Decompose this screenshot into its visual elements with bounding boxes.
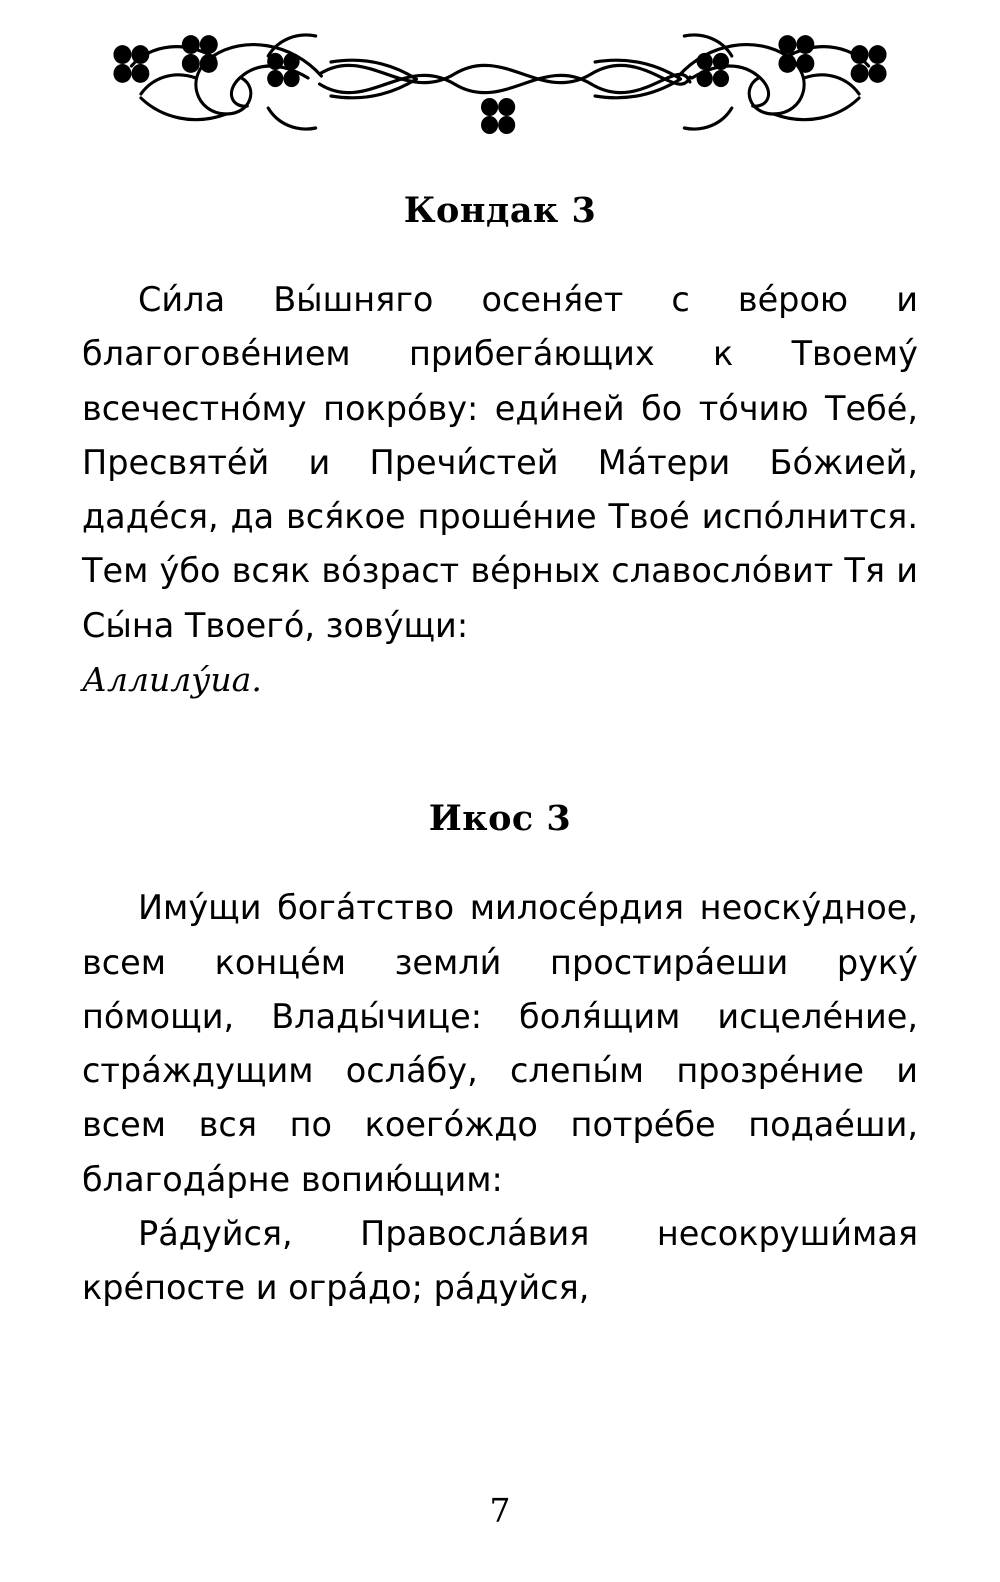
ikos-paragraph <box>82 881 918 1207</box>
kondak-refrain: Аллилу́иа. <box>82 659 262 699</box>
kondak-paragraph-text: Си́ла Вы́шняго осеня́ет с ве́рою и благогове́нием прибега́ющих к Твоему́ всечестно́му покро́ву: еди́ней бо то́чию Тебе́, Пресвяте́й и Пречи́стей Ма́тери Бо́жией, даде́ся, да вся́кое проше́ние Твое́ испо́лнится. Тем у́бо всяк во́зраст ве́рных славосло́вит Тя и Сы́на Твоего́, зову́щи: <box>82 280 918 645</box>
ikos-paragraph-text: Иму́щи бога́тство милосе́рдия неоску́дное, всем конце́м земли́ простира́еши руку́ по́мощи, Влады́чице: боля́щим исцеле́ние, стра́ждущим осла́бу, слепы́м прозре́ние и всем вся по коего́ждо потре́бе подае́ши, благода́рне вопию́щим: <box>82 888 918 1199</box>
page <box>0 22 1000 1582</box>
ikos-refrain-paragraph <box>82 1207 918 1316</box>
kondak-paragraph <box>82 273 918 653</box>
kondak-heading: Кондак 3 <box>403 190 597 231</box>
floral-header-ornament <box>82 22 918 142</box>
ikos-heading: Икос 3 <box>428 798 572 840</box>
page-number: 7 <box>489 1491 511 1530</box>
ikos-refrain-text: Ра́дуйся, Правосла́вия несокруши́мая кре́посте и огра́до; ра́дуйся, <box>82 1213 918 1308</box>
